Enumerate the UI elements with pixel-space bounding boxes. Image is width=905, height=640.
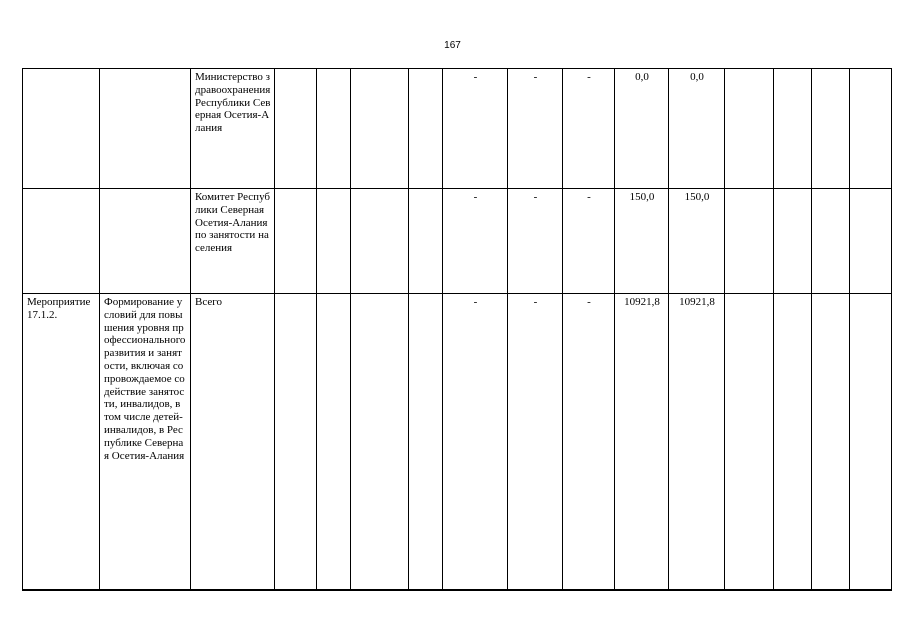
value-cell: 10921,8: [669, 294, 725, 590]
empty-cell: [725, 294, 774, 590]
page-number: 167: [444, 40, 461, 51]
value-cell: 150,0: [669, 189, 725, 294]
value-cell: 0,0: [615, 69, 669, 189]
empty-cell: [409, 294, 443, 590]
empty-cell: [317, 189, 351, 294]
empty-cell: [850, 294, 892, 590]
empty-cell: [774, 294, 812, 590]
value-cell: -: [508, 294, 563, 590]
table-row: [23, 189, 892, 294]
budget-table: [22, 68, 892, 591]
value-cell: -: [443, 294, 508, 590]
empty-cell: [409, 189, 443, 294]
value-cell: 150,0: [615, 189, 669, 294]
empty-cell: [774, 189, 812, 294]
value-cell: -: [563, 294, 615, 590]
empty-cell: [351, 294, 409, 590]
table-row: [23, 294, 892, 590]
empty-cell: [275, 69, 317, 189]
empty-cell: [275, 294, 317, 590]
executor-cell: Всего: [191, 294, 275, 590]
empty-cell: [725, 189, 774, 294]
empty-cell: [850, 69, 892, 189]
value-cell: -: [563, 69, 615, 189]
empty-cell: [351, 69, 409, 189]
event-description-cell: Формирование условий для повышения уровня профессионального развития и занятости, включая сопровождаемое содействие занятости, инвалидов, в том числе детей-инвалидов, в Республике Северная Осетия-Алания: [100, 294, 191, 590]
value-cell: -: [443, 69, 508, 189]
table-row: [23, 69, 892, 189]
value-cell: 0,0: [669, 69, 725, 189]
empty-cell: [317, 69, 351, 189]
empty-cell: [850, 189, 892, 294]
event-cell: Мероприятие 17.1.2.: [23, 294, 100, 590]
empty-cell: [275, 189, 317, 294]
event-cell: [23, 69, 100, 189]
empty-cell: [774, 69, 812, 189]
executor-cell: Комитет Республики Северная Осетия-Алания по занятости населения: [191, 189, 275, 294]
empty-cell: [317, 294, 351, 590]
empty-cell: [812, 294, 850, 590]
executor-cell: Министерство здравоохранения Республики Северная Осетия-Алания: [191, 69, 275, 189]
empty-cell: [812, 189, 850, 294]
event-description-cell: [100, 189, 191, 294]
empty-cell: [351, 189, 409, 294]
empty-cell: [725, 69, 774, 189]
value-cell: 10921,8: [615, 294, 669, 590]
event-cell: [23, 189, 100, 294]
empty-cell: [409, 69, 443, 189]
value-cell: -: [443, 189, 508, 294]
event-description-cell: [100, 69, 191, 189]
empty-cell: [812, 69, 850, 189]
value-cell: -: [508, 69, 563, 189]
value-cell: -: [508, 189, 563, 294]
value-cell: -: [563, 189, 615, 294]
